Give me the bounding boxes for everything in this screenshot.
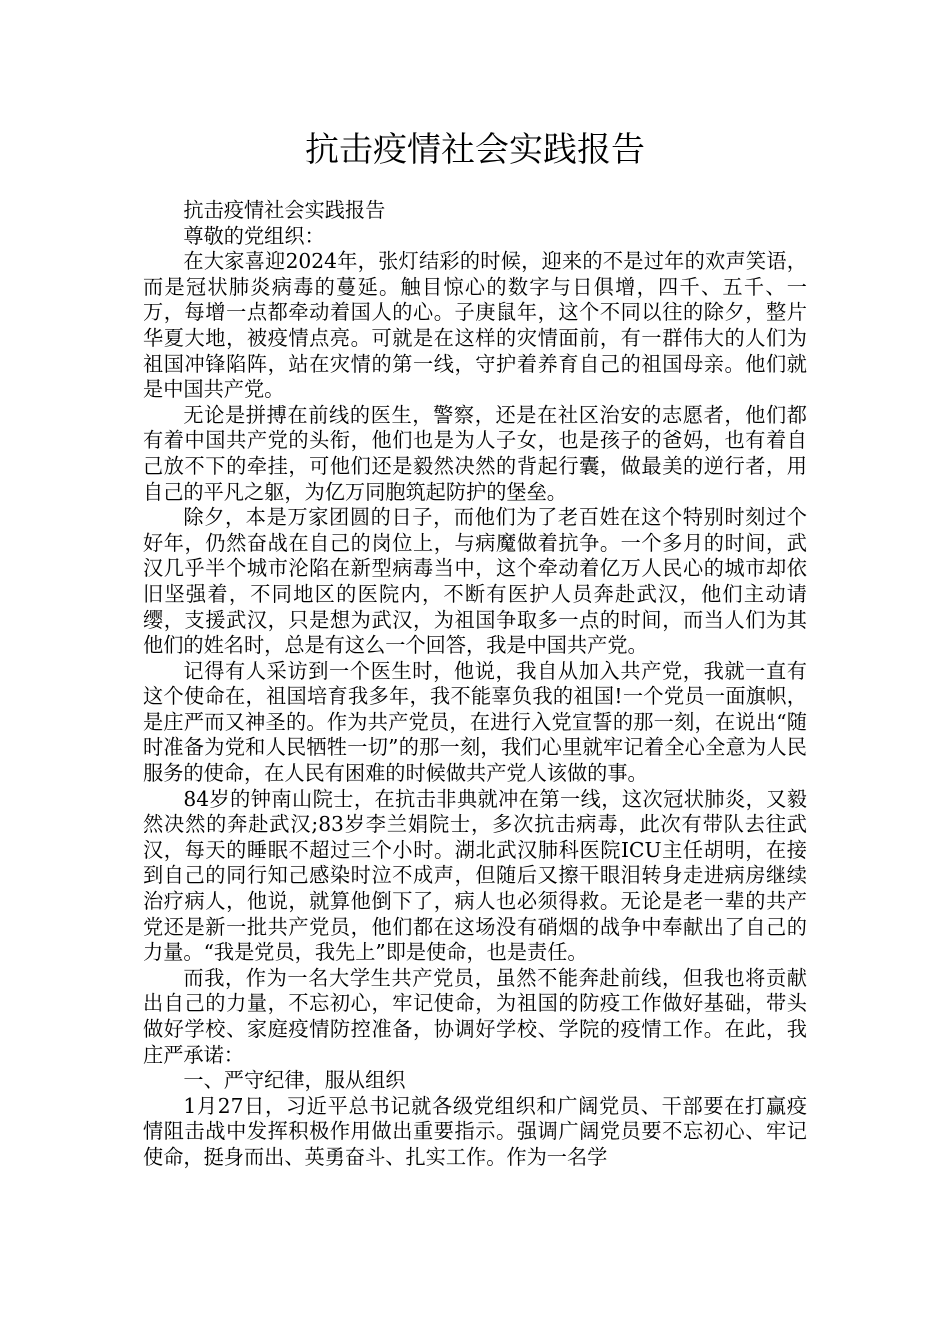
section-heading: 一、严守纪律，服从组织 <box>183 1068 406 1093</box>
paragraph: 尊敬的党组织： <box>183 223 325 248</box>
paragraph: 在大家喜迎2024年，张灯结彩的时候，迎来的不是过年的欢声笑语，而是冠状肺炎病毒的蔓延。触目惊心的数字与日俱增，四千、五千、一万，每增一点都牵动着国人的心。子庚鼠年，这个不同以往的除夕，整片华夏大地，被疫情点亮。可就是在这样的灾情面前，有一群伟大的人们为祖国冲锋陷阵，站在灾情的第一线，守护着养育自己的祖国母亲。他们就是中国共产党。 <box>143 249 807 402</box>
document-title: 抗击疫情社会实践报告 <box>305 130 645 170</box>
paragraph: 抗击疫情社会实践报告 <box>183 198 386 222</box>
paragraph: 记得有人采访到一个医生时，他说，我自从加入共产党，我就一直有这个使命在，祖国培育我多年，我不能辜负我的祖国!一个党员一面旗帜，是庄严而又神圣的。作为共产党员，在进行入党宣誓的那一刻，在说出“随时准备为党和人民牺牲一切”的那一刻，我们心里就牢记着全心全意为人民服务的使命，在人民有困难的时候做共产党人该做的事。 <box>143 658 807 786</box>
paragraph: 而我，作为一名大学生共产党员，虽然不能奔赴前线，但我也将贡献出自己的力量，不忘初心，牢记使命，为祖国的防疫工作做好基础，带头做好学校、家庭疫情防控准备，协调好学校、学院的疫情工作。在此，我庄严承诺： <box>143 965 807 1067</box>
document-body <box>143 198 807 1171</box>
paragraph: 无论是拼搏在前线的医生，警察，还是在社区治安的志愿者，他们都有着中国共产党的头衔，他们也是为人子女，也是孩子的爸妈，也有着自己放不下的牵挂，可他们还是毅然决然的背起行囊，做最美的逆行者，用自己的平凡之躯，为亿万同胞筑起防护的堡垒。 <box>143 402 807 504</box>
paragraph: 1月27日，习近平总书记就各级党组织和广阔党员、干部要在打赢疫情阻击战中发挥积极作用做出重要指示。强调广阔党员要不忘初心、牢记使命，挺身而出、英勇奋斗、扎实工作。作为一名学 <box>143 1093 807 1169</box>
paragraph: 除夕，本是万家团圆的日子，而他们为了老百姓在这个特别时刻过个好年，仍然奋战在自己的岗位上，与病魔做着抗争。一个多月的时间，武汉几乎半个城市沦陷在新型病毒当中，这个牵动着亿万人民心的城市却依旧坚强着，不同地区的医院内，不断有医护人员奔赴武汉，他们主动请缨，支援武汉，只是想为武汉，为祖国争取多一点的时间，而当人们为其他们的姓名时，总是有这么一个回答，我是中国共产党。 <box>143 505 807 658</box>
paragraph: 84岁的钟南山院士，在抗击非典就冲在第一线，这次冠状肺炎，又毅然决然的奔赴武汉;83岁李兰娟院士，多次抗击病毒，此次有带队去往武汉，每天的睡眠不超过三个小时。湖北武汉肺科医院ICU主任胡明，在接到自己的同行知己感染时泣不成声，但随后又擦干眼泪转身走进病房继续治疗病人，他说，就算他倒下了，病人也必须得救。无论是老一辈的共产党还是新一批共产党员，他们都在这场没有硝烟的战争中奉献出了自己的力量。“我是党员，我先上”即是使命，也是责任。 <box>143 786 807 965</box>
